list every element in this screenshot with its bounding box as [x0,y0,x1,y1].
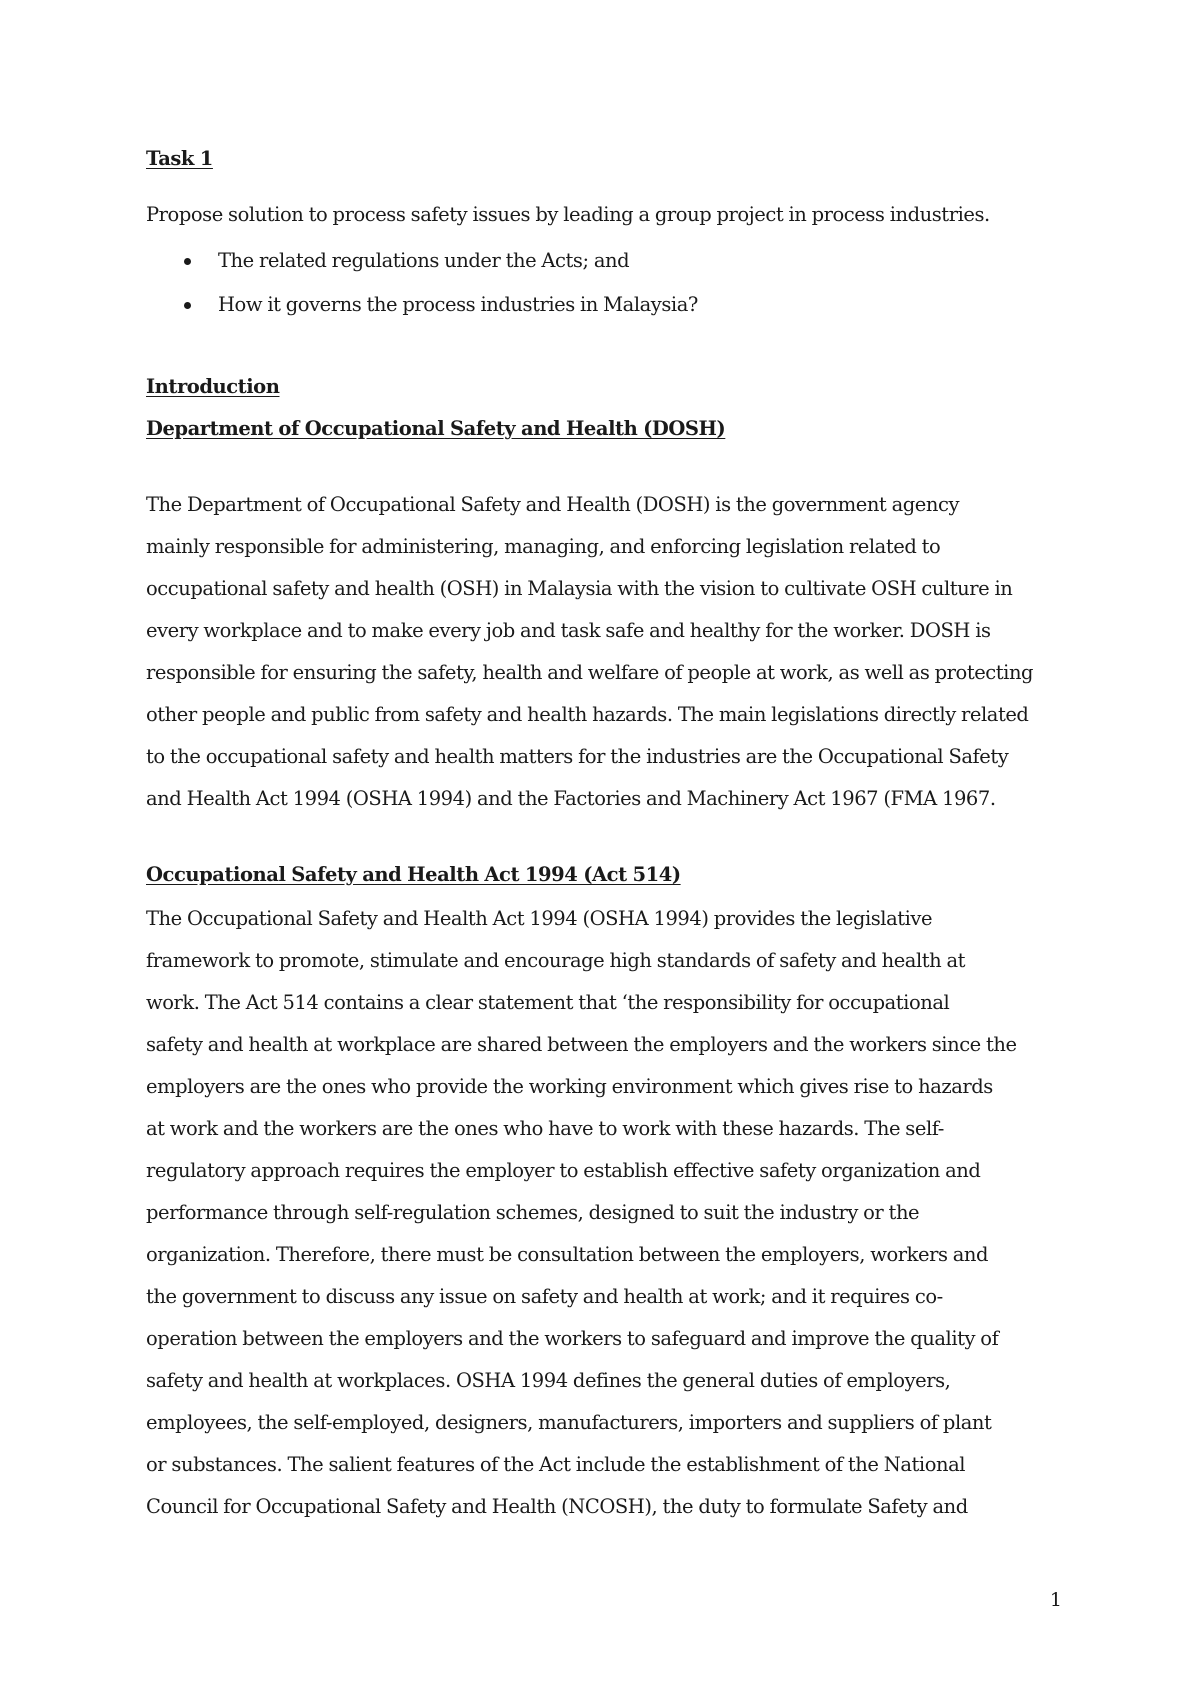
task-bullet-list [146,246,1066,320]
osha-heading: Occupational Safety and Health Act 1994 (Act 514) [146,863,681,886]
paragraph-line: The Occupational Safety and Health Act 1994 (OSHA 1994) provides the legislative [146,907,933,930]
osha-paragraph [146,898,1066,1528]
paragraph-line: framework to promote, stimulate and encourage high standards of safety and health at [146,949,966,972]
paragraph-line: responsible for ensuring the safety, health and welfare of people at work, as well as protecting [146,661,1034,684]
paragraph-line: to the occupational safety and health matters for the industries are the Occupational Safety [146,745,1009,768]
paragraph-line: other people and public from safety and health hazards. The main legislations directly related [146,703,1029,726]
paragraph-line: and Health Act 1994 (OSHA 1994) and the Factories and Machinery Act 1967 (FMA 1967. [146,787,996,810]
paragraph-line: organization. Therefore, there must be consultation between the employers, workers and [146,1243,989,1266]
bullet-icon [184,302,191,309]
list-item [146,290,1066,320]
introduction-heading: Introduction [146,375,280,398]
paragraph-line: occupational safety and health (OSH) in Malaysia with the vision to cultivate OSH culture in [146,577,1013,600]
paragraph-line: safety and health at workplace are shared between the employers and the workers since the [146,1033,1017,1056]
paragraph-line: the government to discuss any issue on safety and health at work; and it requires co- [146,1285,943,1308]
paragraph-line: employers are the ones who provide the working environment which gives rise to hazards [146,1075,993,1098]
paragraph-line: mainly responsible for administering, managing, and enforcing legislation related to [146,535,941,558]
list-item [146,246,1066,276]
task-title: Task 1 [146,147,213,170]
document-body [146,144,1066,1528]
paragraph-line: The Department of Occupational Safety and Health (DOSH) is the government agency [146,493,960,516]
paragraph-line: at work and the workers are the ones who have to work with these hazards. The self- [146,1117,944,1140]
bullet-text: The related regulations under the Acts; and [218,249,630,272]
paragraph-line: safety and health at workplaces. OSHA 1994 defines the general duties of employers, [146,1369,951,1392]
paragraph-line: work. The Act 514 contains a clear statement that ‘the responsibility for occupational [146,991,950,1014]
paragraph-line: performance through self-regulation schemes, designed to suit the industry or the [146,1201,920,1224]
dosh-paragraph [146,484,1066,820]
paragraph-line: every workplace and to make every job and task safe and healthy for the worker. DOSH is [146,619,991,642]
paragraph-line: or substances. The salient features of the Act include the establishment of the National [146,1453,966,1476]
bullet-icon [184,258,191,265]
task-intro: Propose solution to process safety issues by leading a group project in process industries. [146,203,990,226]
bullet-text: How it governs the process industries in Malaysia? [218,293,698,316]
paragraph-line: regulatory approach requires the employer to establish effective safety organization and [146,1159,981,1182]
dosh-heading: Department of Occupational Safety and Health (DOSH) [146,417,726,440]
paragraph-line: Council for Occupational Safety and Health (NCOSH), the duty to formulate Safety and [146,1495,968,1518]
paragraph-line: operation between the employers and the workers to safeguard and improve the quality of [146,1327,999,1350]
paragraph-line: employees, the self-employed, designers, manufacturers, importers and suppliers of plant [146,1411,992,1434]
page-number: 1 [1049,1589,1062,1611]
